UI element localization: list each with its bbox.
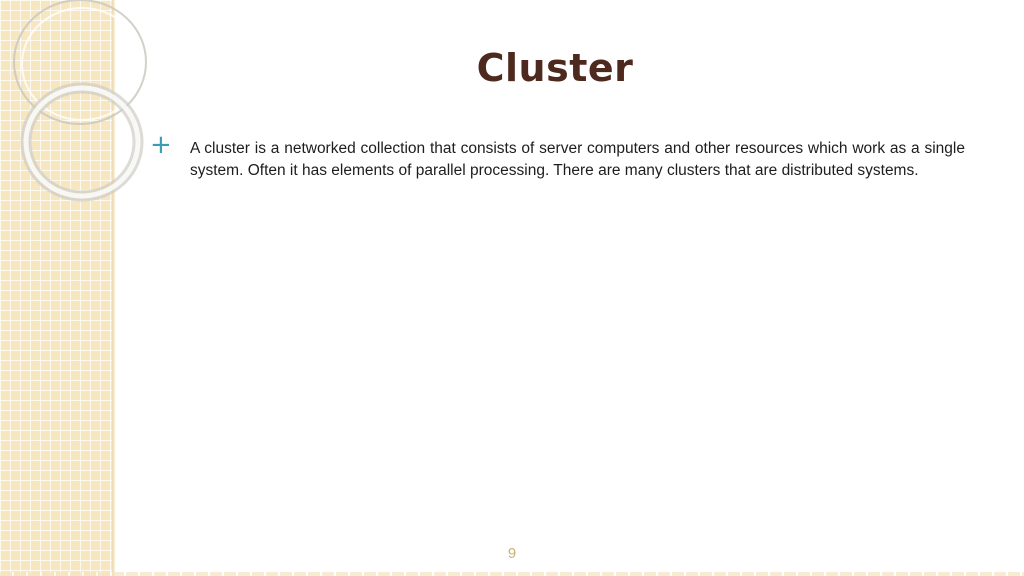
decorative-rings (0, 0, 160, 230)
bottom-decorative-edge (0, 572, 1024, 576)
page-number: 9 (507, 545, 517, 562)
bullet-text: A cluster is a networked collection that consists of server computers and other resources which work as a single system. Often it has elements of parallel processing. There are many clusters that are distributed systems. (190, 140, 965, 179)
plus-bullet-icon: + (150, 130, 172, 160)
bullet-item (150, 130, 965, 182)
slide-title: Cluster (476, 46, 634, 90)
